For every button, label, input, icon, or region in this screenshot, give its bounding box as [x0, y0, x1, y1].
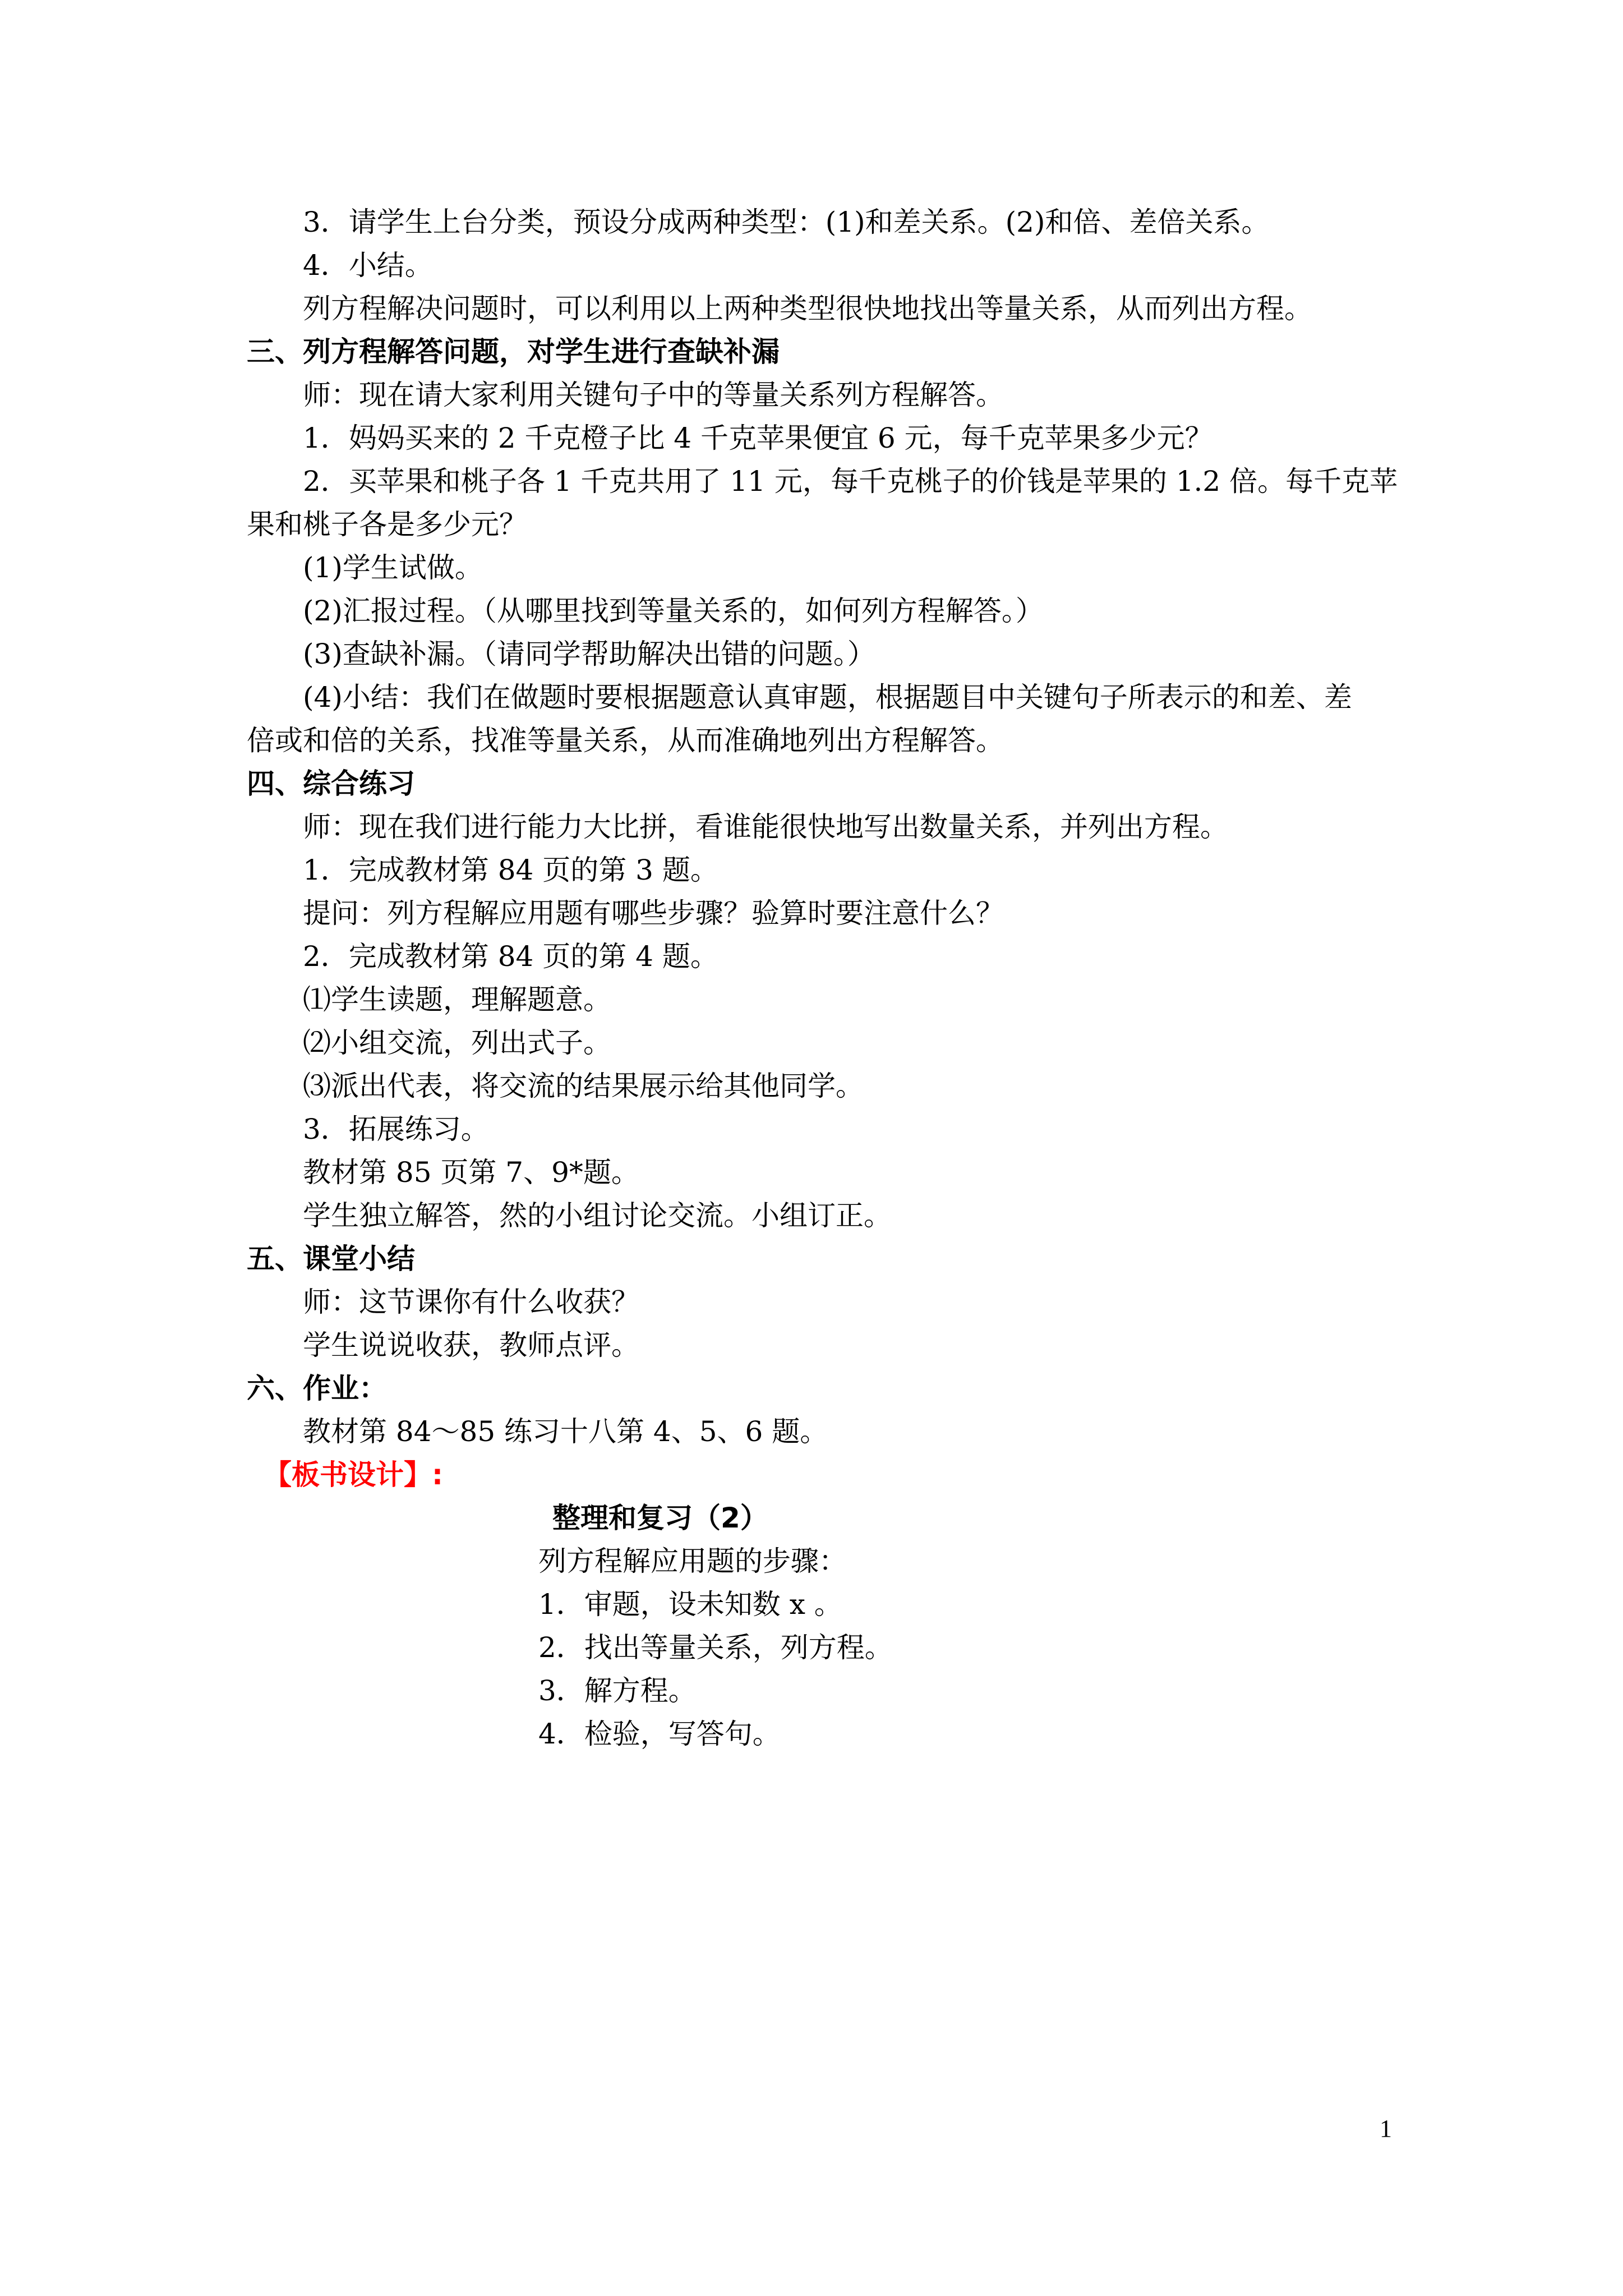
board-line: 列方程解应用题的步骤：	[538, 1545, 847, 1577]
paragraph: (4)小结：我们在做题时要根据题意认真审题，根据题目中关键句子所表示的和差、差	[303, 681, 1352, 714]
paragraph: (1)学生试做。	[303, 551, 483, 584]
paragraph: 学生说说收获，教师点评。	[303, 1329, 639, 1361]
paragraph: (3)查缺补漏。（请同学帮助解决出错的问题。）	[303, 638, 875, 670]
paragraph: ⑵小组交流，列出式子。	[303, 1027, 611, 1059]
section-heading: 六、作业：	[247, 1372, 387, 1405]
board-line: 1．审题，设未知数 x 。	[538, 1588, 842, 1621]
board-design-label: 【板书设计】:	[264, 1458, 443, 1491]
paragraph: 提问：列方程解应用题有哪些步骤？验算时要注意什么？	[303, 897, 1004, 930]
section-heading: 三、列方程解答问题，对学生进行查缺补漏	[247, 335, 780, 368]
paragraph: 倍或和倍的关系，找准等量关系，从而准确地列出方程解答。	[247, 724, 1004, 757]
paragraph: 教材第 84～85 练习十八第 4、5、6 题。	[303, 1415, 828, 1448]
paragraph: ⑶派出代表，将交流的结果展示给其他同学。	[303, 1070, 864, 1102]
paragraph: 1．完成教材第 84 页的第 3 题。	[303, 854, 718, 886]
board-line: 3．解方程。	[538, 1674, 697, 1707]
paragraph: 学生独立解答，然的小组讨论交流。小组订正。	[303, 1199, 892, 1232]
page-number: 1	[1380, 2115, 1392, 2142]
paragraph: 3．请学生上台分类，预设分成两种类型：(1)和差关系。(2)和倍、差倍关系。	[303, 206, 1270, 238]
section-heading: 四、综合练习	[247, 767, 415, 800]
paragraph: 师：现在请大家利用关键句子中的等量关系列方程解答。	[303, 379, 1004, 411]
paragraph: 果和桃子各是多少元？	[247, 508, 527, 541]
paragraph: 列方程解决问题时，可以利用以上两种类型很快地找出等量关系，从而列出方程。	[303, 292, 1312, 325]
paragraph: 4．小结。	[303, 249, 433, 282]
board-title: 整理和复习（2）	[552, 1502, 768, 1534]
paragraph: ⑴学生读题，理解题意。	[303, 983, 611, 1016]
paragraph: 1．妈妈买来的 2 千克橙子比 4 千克苹果便宜 6 元，每千克苹果多少元？	[303, 422, 1213, 454]
paragraph: 师：现在我们进行能力大比拼，看谁能很快地写出数量关系，并列出方程。	[303, 811, 1228, 843]
paragraph: 3．拓展练习。	[303, 1113, 489, 1145]
board-line: 4．检验，写答句。	[538, 1718, 781, 1750]
paragraph: 2．买苹果和桃子各 1 千克共用了 11 元，每千克桃子的价钱是苹果的 1.2 倍。每千克苹	[303, 465, 1398, 498]
paragraph: (2)汇报过程。（从哪里找到等量关系的，如何列方程解答。）	[303, 595, 1044, 627]
paragraph: 2．完成教材第 84 页的第 4 题。	[303, 940, 718, 973]
board-line: 2．找出等量关系，列方程。	[538, 1631, 893, 1664]
section-heading: 五、课堂小结	[247, 1243, 415, 1275]
paragraph: 教材第 85 页第 7、9*题。	[303, 1156, 639, 1189]
paragraph: 师：这节课你有什么收获？	[303, 1286, 639, 1318]
